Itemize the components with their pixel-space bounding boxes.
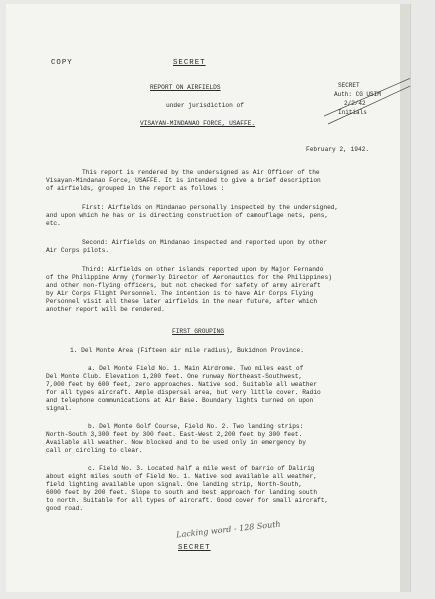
text-line: Second: Airfields on Mindanao inspected and reported upon by other bbox=[82, 239, 328, 246]
text-line: of the Philippine Army (formerly Director of Aeronautics for the Philippines) bbox=[46, 274, 332, 281]
text-line: 6000 feet by 200 feet. Slope to south and best approach for landing south bbox=[46, 489, 318, 496]
text-line: another report will be rendered. bbox=[46, 306, 165, 313]
stamp-line-2: Auth: CG USIM bbox=[334, 91, 381, 98]
text-line: c. Field No. 3. Located half a mile west of barrio of Dalirig bbox=[88, 465, 315, 472]
text-line: Available all weather. Now blocked and to be used only in emergency by bbox=[46, 439, 306, 446]
stamp-line-3: 2/2/42 bbox=[344, 100, 366, 107]
text-line: good road. bbox=[46, 505, 84, 512]
text-line: b. Del Monte Golf Course, Field No. 2. Two landing strips: bbox=[88, 423, 304, 430]
text-line: call or circling to clear. bbox=[46, 447, 143, 454]
handwritten-note: Lacking word - 128 South bbox=[175, 519, 281, 540]
text-line: to north. Suitable for all types of aircraft. Good cover for small aircraft, bbox=[46, 497, 329, 504]
report-title: REPORT ON AIRFIELDS bbox=[150, 84, 221, 91]
copy-label: COPY bbox=[51, 59, 73, 67]
text-line: signal. bbox=[46, 405, 72, 412]
text-line: and upon which he has or is directing construction of camouflage nets, pens, bbox=[46, 212, 329, 219]
text-line: and telephone communications at Air Base. Boundary lights turned on upon bbox=[46, 397, 314, 404]
text-line: and other non-flying officers, but not checked for safety of army aircraft bbox=[46, 282, 321, 289]
text-line: for all types aircraft. Ample dispersal area, but very little cover. Radio bbox=[46, 389, 321, 396]
text-line: Del Monte Club. Elevation 1,200 feet. One runway Northeast-Southwest, bbox=[46, 373, 303, 380]
text-line: by Air Corps Flight Personnel. The intention is to have Air Corps Flying bbox=[46, 290, 314, 297]
area-heading: 1. Del Monte Area (Fifteen air mile radius), Bukidnon Province. bbox=[70, 347, 304, 354]
document-page bbox=[6, 4, 410, 592]
text-line: about eight miles south of Field No. 1. Native sod available all weather, bbox=[46, 473, 318, 480]
text-line: North-South 3,300 feet by 300 feet. East-West 2,200 feet by 300 feet. bbox=[46, 431, 303, 438]
classification-top: SECRET bbox=[173, 59, 206, 67]
text-line: Third: Airfields on other islands reported upon by Major Fernando bbox=[82, 266, 324, 273]
report-subtitle: under jurisdiction of bbox=[166, 102, 244, 109]
classification-stamp bbox=[324, 78, 410, 128]
report-date: February 2, 1942. bbox=[306, 146, 370, 153]
grouping-title: FIRST GROUPING bbox=[172, 328, 224, 335]
text-line: field lighting available upon signal. One landing strip, North-South, bbox=[46, 481, 303, 488]
stamp-line-1: SECRET bbox=[338, 82, 360, 89]
text-line: a. Del Monte Field No. 1. Main Airdrome. Two miles east of bbox=[88, 365, 304, 372]
classification-bottom: SECRET bbox=[178, 544, 211, 552]
text-line: First: Airfields on Mindanao personally inspected by the undersigned, bbox=[82, 204, 339, 211]
force-name: VISAYAN-MINDANAO FORCE, USAFFE. bbox=[140, 120, 256, 127]
text-line: Air Corps pilots. bbox=[46, 247, 110, 254]
text-line: Personnel visit all these later airfields in the near future, after which bbox=[46, 298, 318, 305]
text-line: Visayan-Mindanao Force, USAFFE. It is intended to give a brief description bbox=[46, 177, 321, 184]
text-line: 7,000 feet by 600 feet, zero approaches. Native sod. Suitable all weather bbox=[46, 381, 318, 388]
text-line: of airfields, grouped in the report as follows : bbox=[46, 185, 225, 192]
text-line: This report is rendered by the undersigned as Air Officer of the bbox=[82, 169, 320, 176]
text-line: etc. bbox=[46, 220, 61, 227]
stamp-line-4: Initials bbox=[338, 109, 367, 116]
